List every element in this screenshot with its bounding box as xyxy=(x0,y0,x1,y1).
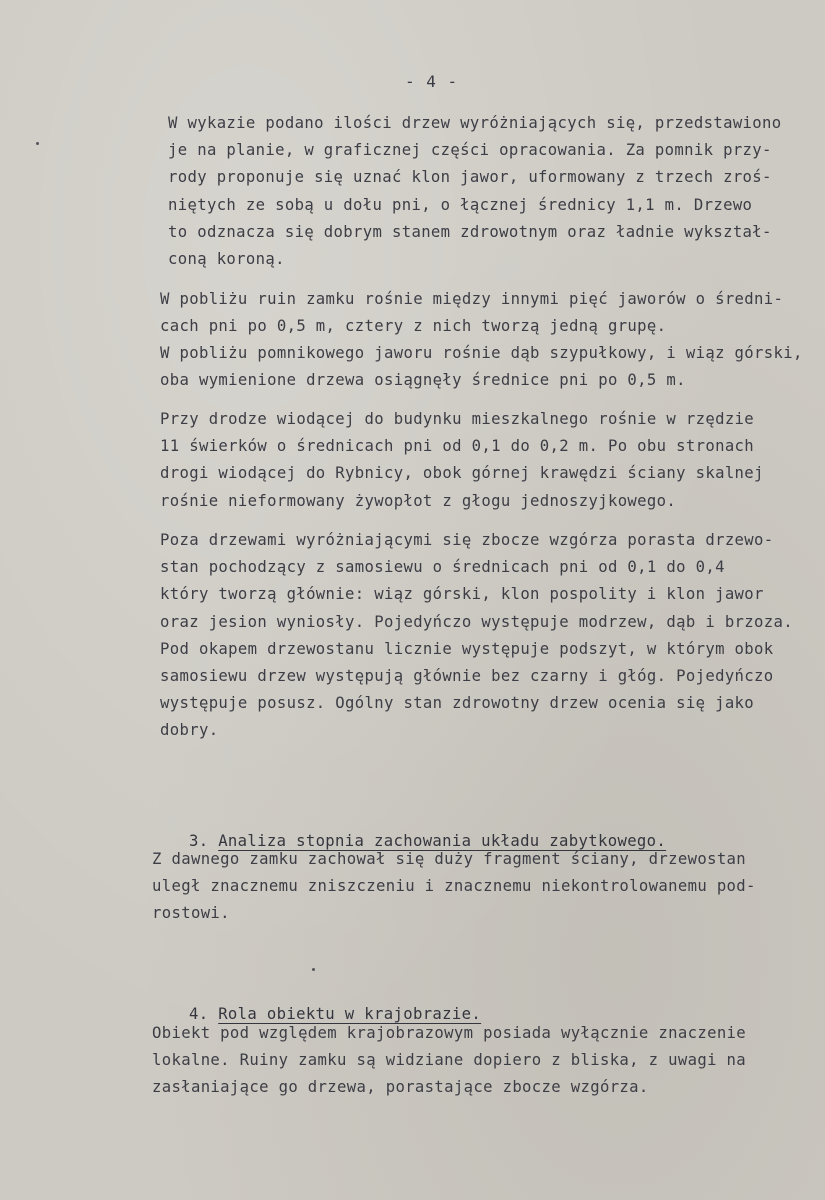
section-4-title: Rola obiektu w krajobrazie. xyxy=(218,1005,482,1023)
paragraph-slope-stand: Poza drzewami wyróżniającymi się zbocze wzgórza porasta drzewo- stan pochodzący z samosiewu o średnicach pni od 0,1 do 0,4 który tworzą głównie: wiąz górski, klon pospolity i klon jawor oraz jesion wyniosły. Pojedyńczo występuje modrzew, dąb i brzoza. Pod okapem drzewostanu licznie występuje podszyt, w którym obok samosiewu drzew występują głównie bez czarny i głóg. Pojedyńczo występuje posusz. Ogólny stan zdrowotny drzew ocenia się jako dobry. xyxy=(160,531,793,740)
paragraph-road-spruces: Przy drodze wiodącej do budynku mieszkalnego rośnie w rzędzie 11 świerków o średnicach pni od 0,1 do 0,2 m. Po obu stronach drogi wiodącej do Rybnicy, obok górnej krawędzi ściany skalnej rośnie nieformowany żywopłot z głogu jednoszyjkowego. xyxy=(160,410,764,510)
margin-speck xyxy=(312,968,315,971)
section-4-number: 4. xyxy=(188,1005,209,1023)
section-3-number: 3. xyxy=(188,832,209,850)
section-4-body: Obiekt pod względem krajobrazowym posiada wyłącznie znaczenie lokalne. Ruiny zamku są widziane dopiero z bliska, z uwagi na zasłaniające go drzewa, porastające zbocze wzgórza. xyxy=(152,1024,747,1097)
section-3-body: Z dawnego zamku zachował się duży fragment ściany, drzewostan uległ znacznemu zniszczeniu i znacznemu niekontrolowanemu pod- rostowi. xyxy=(152,850,756,923)
paragraph-tree-inventory: W wykazie podano ilości drzew wyróżniających się, przedstawiono je na planie, w graficznej części opracowania. Za pomnik przy- rody proponuje się uznać klon jawor, uformowany z trzech zroś- niętych ze sobą u dołu pni, o łącznej średnicy 1,1 m. Drzewo to odznacza się dobrym stanem zdrowotnym oraz ładnie wykształ- coną koroną. xyxy=(168,114,782,269)
paragraph-castle-ruins-sycamores: W pobliżu ruin zamku rośnie między innymi pięć jaworów o średni- cach pni po 0,5 m, cztery z nich tworzą jedną grupę. xyxy=(160,290,784,336)
margin-speck xyxy=(36,142,39,145)
page-number: - 4 - xyxy=(405,72,459,91)
paragraph-monument-tree-neighbours: W pobliżu pomnikowego jaworu rośnie dąb szypułkowy, i wiąz górski, oba wymienione drzewa osiągnęły średnice pni po 0,5 m. xyxy=(160,344,803,390)
section-3-title: Analiza stopnia zachowania układu zabytkowego. xyxy=(218,832,667,850)
